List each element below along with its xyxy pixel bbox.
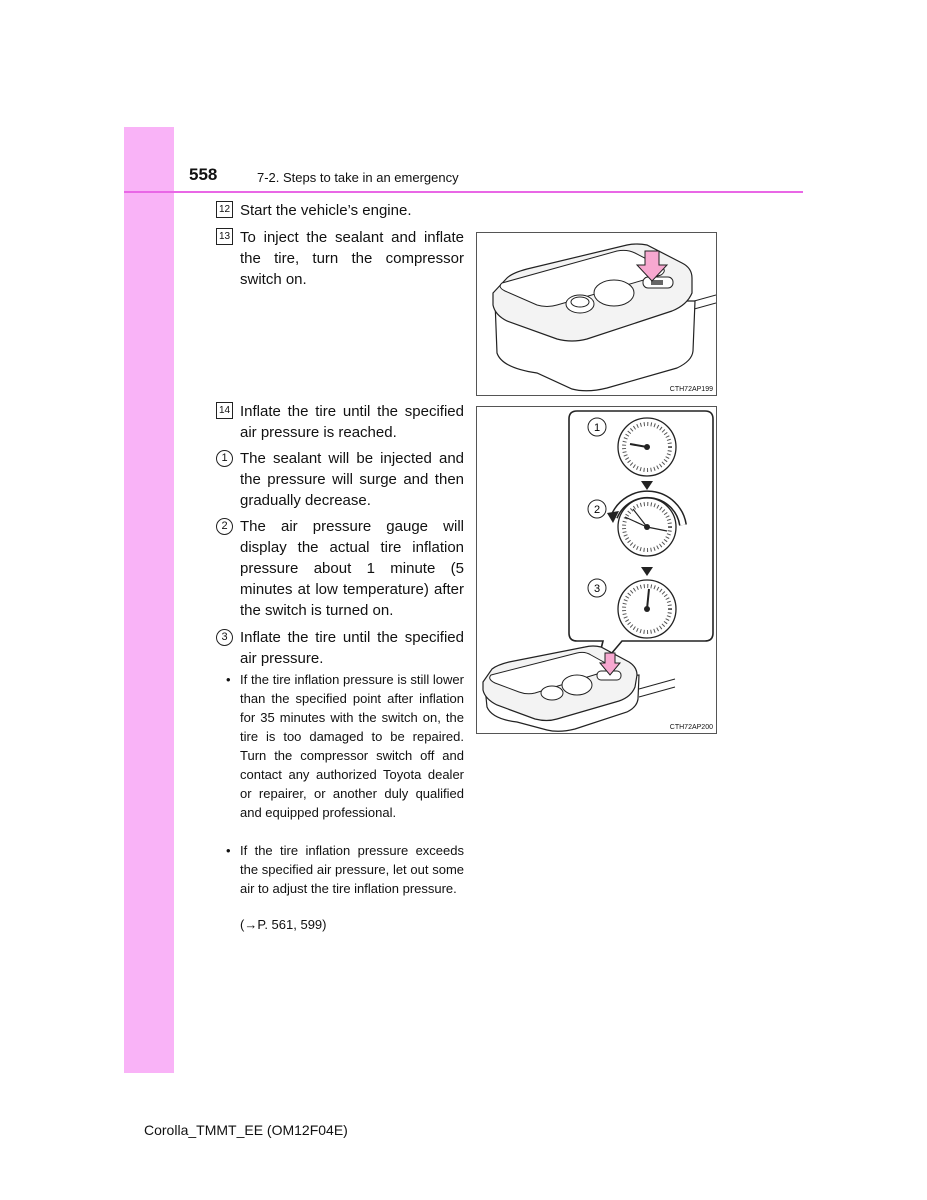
substep-number-circle: 1 bbox=[216, 450, 233, 467]
header-rule bbox=[124, 191, 803, 193]
substep-2 bbox=[216, 516, 464, 621]
figure-compressor-switch bbox=[476, 232, 717, 396]
page-reference: (→P. 561, 599) bbox=[240, 917, 327, 932]
figure-pressure-gauges bbox=[476, 406, 717, 734]
footer-doc-id: Corolla_TMMT_EE (OM12F04E) bbox=[144, 1122, 348, 1138]
bullet-text: If the tire inflation pressure is still lower than the specified point after inflation for 35 minutes with the switch on, the tire is too damaged to be repaired. Turn the compressor switch off and contact any authorized Toyota dealer or repairer, or another duly qualified and equipped professional. bbox=[240, 672, 464, 820]
note-bullet-1 bbox=[226, 670, 464, 822]
bullet-mark: • bbox=[226, 672, 231, 687]
figure-code: CTH72AP199 bbox=[669, 386, 713, 393]
step-text: Start the vehicle’s engine. bbox=[240, 202, 412, 219]
step-text: To inject the sealant and inflate the tire, turn the compressor switch on. bbox=[240, 229, 464, 288]
bullet-text: If the tire inflation pressure exceeds the specified air pressure, let out some air to adjust the tire inflation pressure. bbox=[240, 843, 464, 896]
gauge-1-icon bbox=[618, 418, 676, 476]
substep-text: The air pressure gauge will display the actual tire inflation pressure about 1 minute (5 minutes at low temperature) after the switch is turned on. bbox=[240, 518, 464, 619]
substep-number-circle: 2 bbox=[216, 518, 233, 535]
step-text: Inflate the tire until the specified air pressure is reached. bbox=[240, 403, 464, 441]
step-14 bbox=[216, 401, 464, 443]
step-number-box: 13 bbox=[216, 228, 233, 245]
gauge-sequence-illustration bbox=[477, 407, 716, 733]
gauge-3-icon bbox=[618, 580, 676, 638]
substep-text: Inflate the tire until the specified air pressure. bbox=[240, 629, 464, 667]
substep-3 bbox=[216, 627, 464, 669]
step-13 bbox=[216, 227, 464, 290]
svg-text:2: 2 bbox=[593, 504, 601, 516]
step-number-box: 12 bbox=[216, 201, 233, 218]
page-number: 558 bbox=[189, 165, 218, 184]
section-title: 7-2. Steps to take in an emergency bbox=[257, 170, 459, 185]
figure-code: CTH72AP200 bbox=[669, 724, 713, 731]
step-number-box: 14 bbox=[216, 402, 233, 419]
substep-1 bbox=[216, 448, 464, 511]
note-bullet-2 bbox=[226, 841, 464, 898]
svg-text:1: 1 bbox=[593, 422, 601, 434]
side-tab-bar bbox=[124, 127, 174, 1073]
substep-number-circle: 3 bbox=[216, 629, 233, 646]
svg-text:3: 3 bbox=[593, 583, 601, 595]
bullet-mark: • bbox=[226, 843, 231, 858]
compressor-illustration bbox=[477, 233, 716, 395]
step-12 bbox=[216, 200, 464, 221]
substep-text: The sealant will be injected and the pressure will surge and then gradually decrease. bbox=[240, 450, 464, 509]
